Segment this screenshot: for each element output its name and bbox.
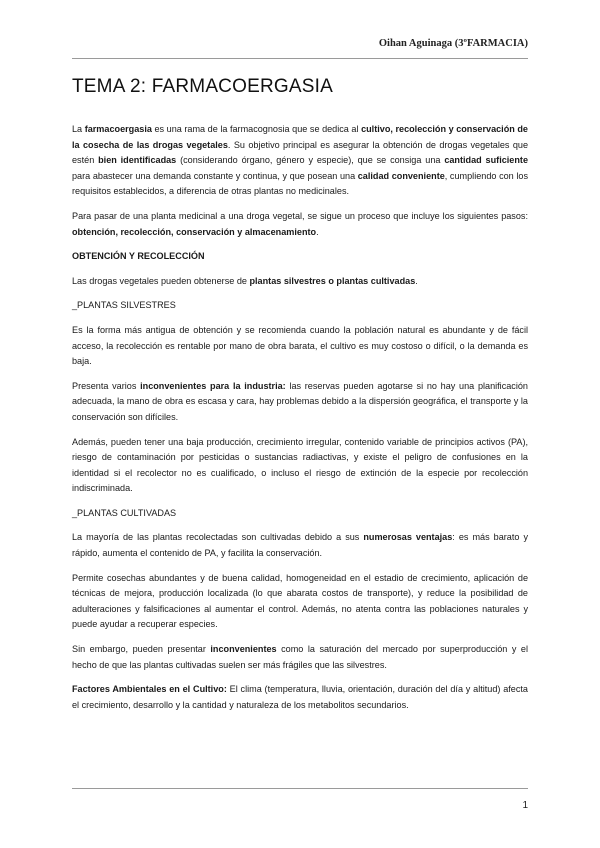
paragraph-sources: [72, 274, 528, 290]
subheading-silvestres: _PLANTAS SILVESTRES: [72, 300, 176, 311]
text: Presenta varios: [72, 380, 141, 391]
text: Las drogas vegetales pueden obtenerse de: [72, 275, 250, 286]
text: La: [72, 124, 85, 134]
document-body: [72, 122, 528, 722]
bold-text: inconvenientes para la industria:: [140, 380, 286, 391]
header-divider: [72, 58, 528, 59]
bold-text: numerosas ventajas: [363, 532, 453, 543]
text: las reservas pueden agotarse si no hay una planificación adecuada, la mano de obra es escasa y cara, hay problemas debido a la dispersión geográfica, el transporte y la conservación son difíciles.: [72, 380, 528, 422]
paragraph-process: [72, 209, 528, 240]
bold-text: bien identificadas: [98, 155, 177, 166]
section-heading-obtencion: [72, 249, 528, 265]
bold-text: Factores Ambientales en el Cultivo:: [72, 684, 227, 695]
text: Sin embargo, pueden presentar: [72, 644, 211, 655]
header-author: Oihan Aguinaga (3ºFARMACIA): [378, 38, 528, 49]
bold-text: recolección y conservación de la cosecha de las drogas vegetales: [72, 124, 528, 150]
bold-text: plantas silvestres o plantas cultivadas: [249, 275, 416, 286]
paragraph-silvestres-2: [72, 379, 528, 426]
text: La mayoría de las plantas recolectadas son cultivadas debido a sus: [72, 532, 364, 543]
page-number: 1: [522, 800, 528, 811]
paragraph-silvestres-3: Además, pueden tener una baja producción, crecimiento irregular, contenido variable de principios activos (PA), riesgo de contaminación por pesticidas o sustancias radiactivas, y existe el peligro de confusiones en la identidad si el recolector no es cualificado, o incluso el riesgo de extinción de la especie por recolección indiscriminada.: [72, 436, 528, 494]
paragraph-silvestres-1: Es la forma más antigua de obtención y se recomienda cuando la población natural es abundante y de fácil acceso, la recolección es rentable por mano de obra barata, el cultivo es muy costoso o difícil, o la demanda es baja.: [72, 324, 528, 367]
bold-text: obtención, recolección, conservación y almacenamiento: [72, 226, 317, 237]
paragraph-cultivadas-1: [72, 530, 528, 561]
footer-divider: [72, 788, 528, 789]
page-title: TEMA 2: FARMACOERGASIA: [72, 76, 333, 97]
text: El clima (temperatura, lluvia, orientación, duración del día y altitud) afecta el crecimiento, desarrollo y la cantidad y naturaleza de los metabolitos secundarios.: [72, 684, 528, 710]
heading-text: OBTENCIÓN Y RECOLECCIÓN: [72, 251, 205, 262]
text: Para pasar de una planta medicinal a una droga vegetal, se sigue un proceso que incluye los siguientes pasos:: [72, 210, 528, 221]
bold-text: cultivo: [361, 124, 391, 134]
text: (considerando órgano, género y especie), que se consiga una: [176, 155, 445, 166]
text: para abastecer una demanda constante y continua, y que posean una: [72, 170, 358, 181]
bold-text: cantidad suficiente: [444, 155, 529, 166]
text: : es más barato y rápido, aumenta el contenido de PA, y facilita la conservación.: [72, 532, 528, 559]
text: .: [316, 226, 319, 237]
bold-text: inconvenientes: [210, 644, 277, 655]
bold-text: calidad conveniente: [357, 170, 445, 181]
paragraph-cultivadas-3: [72, 642, 528, 673]
paragraph-cultivadas-2: Permite cosechas abundantes y de buena calidad, homogeneidad en el estadio de crecimiento, aplicación de técnicas de mejora, producción localizada (lo que abarata costos de transporte), y reduce la posibilidad de adulteraciones y falsificaciones al aumentar el control. Además, no atenta contra las poblaciones naturales y puede ayudar a recuperar especies.: [72, 572, 528, 630]
text: es una rama de la farmacognosia que se dedica al: [151, 124, 362, 134]
paragraph-intro: [72, 122, 528, 200]
text: como la saturación del mercado por superproducción y el hecho de que las plantas cultivadas suelen ser más frágiles que las silvestres.: [72, 644, 529, 670]
bold-text: ,: [390, 124, 396, 134]
text: .: [415, 275, 418, 286]
paragraph-factores: [72, 682, 528, 713]
text: , cumpliendo con los requisitos establecidos, a diferencia de otras plantas no medicinales.: [72, 170, 528, 197]
text: . Su objetivo principal es asegurar la obtención de drogas vegetales que estén: [72, 139, 528, 166]
bold-text: farmacoergasia: [84, 124, 152, 134]
subheading-cultivadas: _PLANTAS CULTIVADAS: [72, 507, 177, 518]
